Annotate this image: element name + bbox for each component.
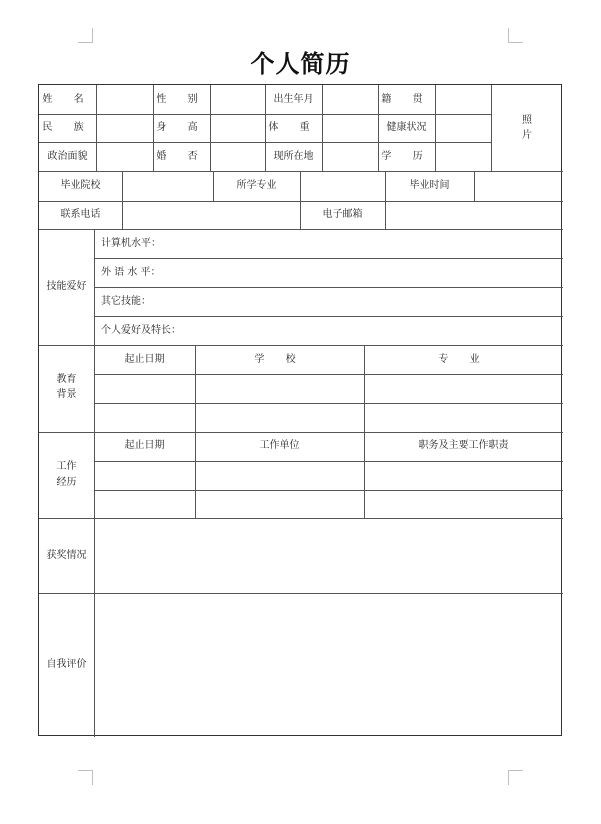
crop-mark-top-left [78,28,93,43]
resume-form-table [38,84,562,736]
row-line [94,461,563,462]
education-date-header: 起止日期 [124,354,165,365]
work-date-header: 起止日期 [124,440,165,451]
email-label: 电子邮箱 [322,209,363,220]
ethnic-label: 民 族 [42,122,93,133]
row-line [39,345,563,346]
row-line [39,518,563,519]
awards-section-label: 获奖情况 [46,550,87,561]
col-line [122,171,123,229]
residence-label: 现所在地 [273,151,314,162]
col-line [491,85,492,171]
row-line [94,316,563,317]
height-label: 身 高 [156,122,207,133]
skills-section-label: 技能爱好 [46,281,87,292]
language-level-label: 外 语 水 平： [101,267,161,278]
name-label: 姓 名 [42,94,93,105]
education-school-header: 学 校 [254,354,305,365]
col-line [435,85,436,171]
row-line [94,258,563,259]
row-line [94,374,563,375]
photo-label-line2: 片 [522,130,532,141]
birth-label: 出生年月 [273,94,314,105]
row-line [39,593,563,594]
row-line [39,171,563,172]
education-major-header: 专 业 [438,354,489,365]
col-line [474,171,475,201]
education-section-label-line2: 背景 [56,389,77,400]
row-line [39,229,563,230]
education-section-label-line1: 教育 [56,374,77,385]
native-place-label: 籍 贯 [381,94,432,105]
graduation-time-label: 毕业时间 [409,180,450,191]
row-line [94,287,563,288]
col-line [322,85,323,171]
work-company-header: 工作单位 [259,440,300,451]
col-line [96,85,97,171]
major-label: 所学专业 [236,180,277,191]
health-label: 健康状况 [386,122,427,133]
work-section-label-line1: 工作 [56,461,77,472]
phone-label: 联系电话 [60,209,101,220]
self-evaluation-section-label: 自我评价 [46,659,87,670]
row-line [94,490,563,491]
photo-label-line1: 照 [522,115,532,126]
document-title: 个人简历 [250,49,351,78]
crop-mark-bottom-left [78,770,93,785]
degree-label: 学 历 [381,151,432,162]
gender-label: 性 别 [156,94,207,105]
col-line [94,229,95,737]
graduate-school-label: 毕业院校 [60,180,101,191]
row-line [39,201,563,202]
col-line [364,345,365,518]
other-skills-label: 其它技能： [101,296,151,307]
marital-label: 婚 否 [156,151,207,162]
work-section-label-line2: 经历 [56,477,77,488]
crop-mark-top-right [508,28,523,43]
hobbies-label: 个人爱好及特长： [101,325,181,336]
computer-level-label: 计算机水平： [101,238,161,249]
col-line [195,345,196,518]
row-line [39,432,563,433]
crop-mark-bottom-right [508,770,523,785]
col-line [210,85,211,171]
political-label: 政治面貌 [47,151,88,162]
row-line [94,403,563,404]
work-duty-header: 职务及主要工作职责 [418,440,509,451]
weight-label: 体 重 [268,122,319,133]
